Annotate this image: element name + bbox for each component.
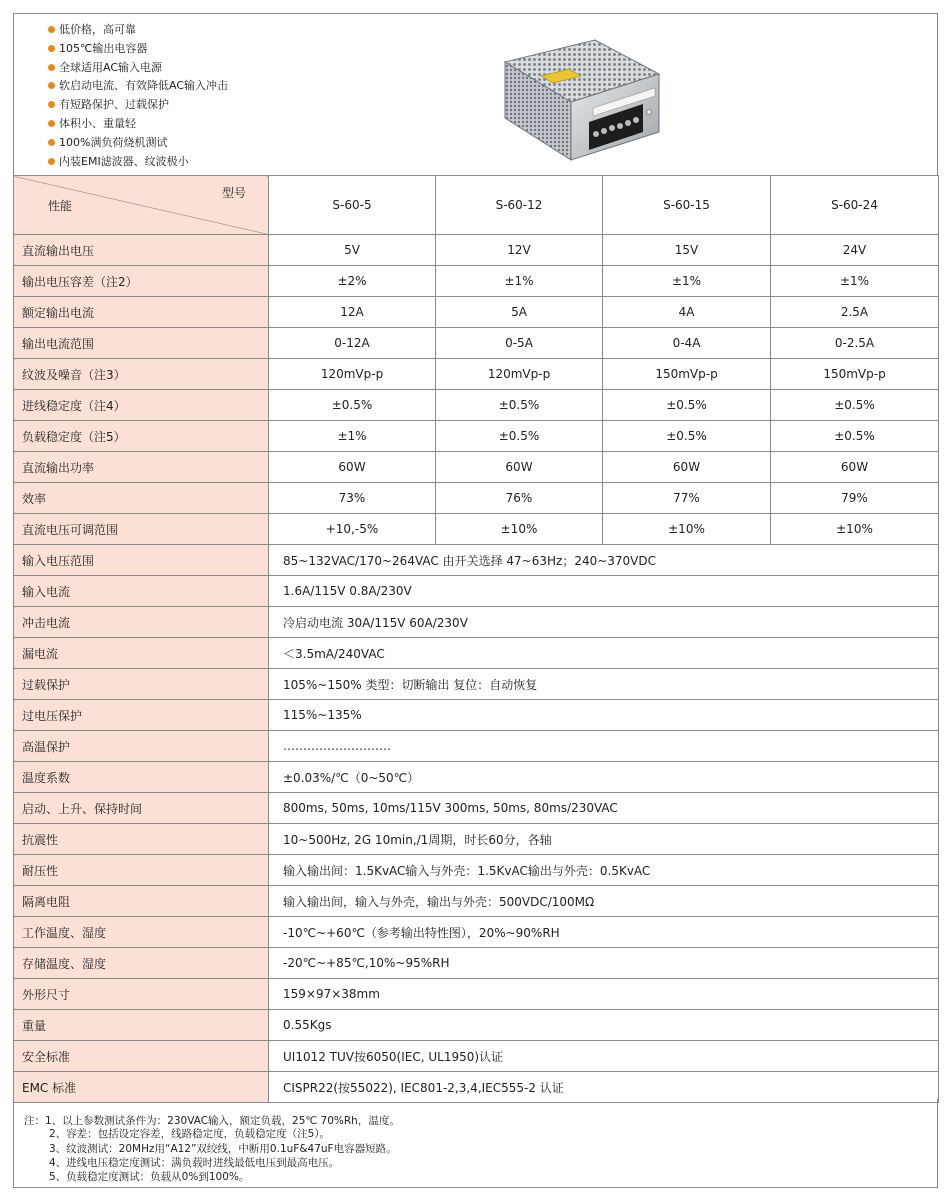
- cell-value: 0-5A: [436, 328, 603, 359]
- table-row: [14, 948, 939, 979]
- cell-value: ±1%: [269, 421, 436, 452]
- cell-value: ＜3.5mA/240VAC: [269, 638, 939, 669]
- note-line: 2、容差：包括设定容差，线路稳定度，负载稳定度（注5）。: [49, 1128, 331, 1140]
- row-label: 冲击电流: [14, 607, 269, 638]
- cell-value: ±0.5%: [269, 390, 436, 421]
- row-label: 高温保护: [14, 731, 269, 762]
- cell-value: 73%: [269, 483, 436, 514]
- cell-value: 150mVp-p: [771, 359, 939, 390]
- cell-value: 79%: [771, 483, 939, 514]
- row-label: 直流输出电压: [14, 235, 269, 266]
- row-label: 漏电流: [14, 638, 269, 669]
- model-header-label: 型号: [221, 186, 246, 200]
- table-row: [14, 576, 939, 607]
- table-row: [14, 483, 939, 514]
- notes-section: [13, 1099, 938, 1188]
- row-label: 直流输出功率: [14, 452, 269, 483]
- cell-value: 10~500Hz, 2G 10min,/1周期，时长60分，各轴: [269, 824, 939, 855]
- feature-item: [48, 59, 228, 78]
- cell-value: -10℃~+60℃（参考输出特性图），20%~90%RH: [269, 917, 939, 948]
- cell-value: 0.55Kgs: [269, 1010, 939, 1041]
- cell-value: ±0.5%: [771, 421, 939, 452]
- feature-list: [48, 21, 228, 171]
- cell-value: -20℃~+85℃,10%~95%RH: [269, 948, 939, 979]
- row-label: 输出电流范围: [14, 328, 269, 359]
- feature-item: [48, 134, 228, 153]
- cell-value: 0-12A: [269, 328, 436, 359]
- cell-value: 60W: [269, 452, 436, 483]
- table-row: [14, 297, 939, 328]
- feature-text: 100%满负荷烧机测试: [59, 135, 168, 149]
- row-label: 输入电流: [14, 576, 269, 607]
- cell-value: 5A: [436, 297, 603, 328]
- table-row: [14, 700, 939, 731]
- cell-value: 输入输出间，输入与外壳，输出与外壳：500VDC/100MΩ: [269, 886, 939, 917]
- feature-item: [48, 77, 228, 96]
- table-row: [14, 979, 939, 1010]
- cell-value: ±0.5%: [603, 421, 771, 452]
- feature-header: [13, 13, 938, 176]
- bullet-icon: [48, 120, 55, 127]
- cell-value: 12V: [436, 235, 603, 266]
- row-label: 输入电压范围: [14, 545, 269, 576]
- spec-table: [13, 175, 939, 1103]
- cell-value: 60W: [603, 452, 771, 483]
- feature-text: 体积小、重量轻: [59, 116, 136, 130]
- cell-value: ±0.5%: [771, 390, 939, 421]
- feature-item: [48, 115, 228, 134]
- cell-value: 85~132VAC/170~264VAC 由开关选择 47~63Hz；240~370VDC: [269, 545, 939, 576]
- feature-item: [48, 96, 228, 115]
- cell-value: ±2%: [269, 266, 436, 297]
- table-row: [14, 731, 939, 762]
- table-row: [14, 1010, 939, 1041]
- cell-value: 120mVp-p: [269, 359, 436, 390]
- table-row: [14, 328, 939, 359]
- table-row: [14, 359, 939, 390]
- cell-value: 60W: [436, 452, 603, 483]
- cell-value: ±10%: [603, 514, 771, 545]
- bullet-icon: [48, 64, 55, 71]
- table-row: [14, 235, 939, 266]
- model-name: S-60-12: [436, 176, 603, 235]
- feature-text: 全球适用AC输入电源: [59, 60, 163, 74]
- table-row: [14, 669, 939, 700]
- feature-item: [48, 21, 228, 40]
- cell-value: 5V: [269, 235, 436, 266]
- table-row: [14, 824, 939, 855]
- feature-text: 有短路保护、过载保护: [59, 98, 169, 112]
- cell-value: 12A: [269, 297, 436, 328]
- cell-value: 159×97×38mm: [269, 979, 939, 1010]
- cell-value: ±0.5%: [603, 390, 771, 421]
- cell-value: +10,-5%: [269, 514, 436, 545]
- cell-value: 115%~135%: [269, 700, 939, 731]
- model-name: S-60-15: [603, 176, 771, 235]
- table-row: [14, 266, 939, 297]
- row-label: 温度系数: [14, 762, 269, 793]
- row-label: 隔离电阻: [14, 886, 269, 917]
- cell-value: ±10%: [771, 514, 939, 545]
- model-name: S-60-24: [771, 176, 939, 235]
- table-row: [14, 638, 939, 669]
- model-name: S-60-5: [269, 176, 436, 235]
- table-row: [14, 421, 939, 452]
- table-row: [14, 1041, 939, 1072]
- cell-value: UI1012 TUV按6050(IEC, UL1950)认证: [269, 1041, 939, 1072]
- row-label: 额定输出电流: [14, 297, 269, 328]
- feature-text: 低价格，高可靠: [59, 23, 136, 36]
- table-row: [14, 917, 939, 948]
- cell-value: 4A: [603, 297, 771, 328]
- row-label: 进线稳定度（注4）: [14, 390, 269, 421]
- row-label: 纹波及噪音（注3）: [14, 359, 269, 390]
- cell-value: 0-2.5A: [771, 328, 939, 359]
- bullet-icon: [48, 101, 55, 108]
- feature-item: [48, 40, 228, 59]
- cell-value: ±1%: [771, 266, 939, 297]
- cell-value: 0-4A: [603, 328, 771, 359]
- row-label: 过载保护: [14, 669, 269, 700]
- cell-value: 120mVp-p: [436, 359, 603, 390]
- cell-value: 15V: [603, 235, 771, 266]
- table-row: [14, 1072, 939, 1103]
- note-line: 4、进线电压稳定度测试：满负载时进线最低电压到最高电压。: [49, 1157, 340, 1169]
- cell-value: CISPR22(按55022), IEC801-2,3,4,IEC555-2 认证: [269, 1072, 939, 1103]
- row-label: 耐压性: [14, 855, 269, 886]
- note-line: 注：1、以上参数测试条件为：230VAC输入，额定负载，25℃ 70%Rh，温度。: [24, 1115, 400, 1127]
- table-row: [14, 452, 939, 483]
- feature-text: 105℃输出电容器: [59, 41, 148, 55]
- cell-value: ±0.5%: [436, 390, 603, 421]
- note-line: 3、纹波测试：20MHz用“A12”双绞线，中断用0.1uF&47uF电容器短路。: [49, 1143, 397, 1155]
- bullet-icon: [48, 158, 55, 165]
- table-row: [14, 855, 939, 886]
- table-row: [14, 793, 939, 824]
- bullet-icon: [48, 26, 55, 33]
- row-label: 抗震性: [14, 824, 269, 855]
- row-label: 存储温度、湿度: [14, 948, 269, 979]
- cell-value: 输入输出间：1.5KvAC输入与外壳：1.5KvAC输出与外壳：0.5KvAC: [269, 855, 939, 886]
- bullet-icon: [48, 139, 55, 146]
- table-row: [14, 762, 939, 793]
- table-row: [14, 390, 939, 421]
- feature-item: [48, 153, 228, 172]
- table-row: [14, 886, 939, 917]
- feature-text: 软启动电流、有效降低AC输入冲击: [59, 79, 229, 93]
- row-label: 重量: [14, 1010, 269, 1041]
- header-corner-cell: [14, 176, 269, 235]
- cell-value: 24V: [771, 235, 939, 266]
- table-row: [14, 514, 939, 545]
- cell-value: ………………………: [269, 731, 939, 762]
- power-supply-photo: [497, 32, 665, 172]
- cell-value: 60W: [771, 452, 939, 483]
- cell-value: 2.5A: [771, 297, 939, 328]
- row-label: 负载稳定度（注5）: [14, 421, 269, 452]
- row-label: 启动、上升、保持时间: [14, 793, 269, 824]
- row-label: 安全标准: [14, 1041, 269, 1072]
- note-line: 5、负载稳定度测试：负载从0%到100%。: [49, 1171, 250, 1183]
- cell-value: 150mVp-p: [603, 359, 771, 390]
- row-label: 工作温度、湿度: [14, 917, 269, 948]
- spec-sheet: [13, 13, 938, 1188]
- table-row: [14, 545, 939, 576]
- cell-value: 76%: [436, 483, 603, 514]
- cell-value: ±0.03%/℃（0~50℃）: [269, 762, 939, 793]
- cell-value: ±1%: [603, 266, 771, 297]
- cell-value: ±10%: [436, 514, 603, 545]
- row-label: EMC 标准: [14, 1072, 269, 1103]
- bullet-icon: [48, 82, 55, 89]
- table-row: [14, 607, 939, 638]
- feature-text: 内装EMI滤波器、纹波极小: [59, 154, 189, 168]
- row-label: 输出电压容差（注2）: [14, 266, 269, 297]
- row-label: 效率: [14, 483, 269, 514]
- row-label: 外形尺寸: [14, 979, 269, 1010]
- perf-header-label: 性能: [48, 199, 73, 213]
- table-header-row: [14, 176, 939, 235]
- row-label: 过电压保护: [14, 700, 269, 731]
- cell-value: ±0.5%: [436, 421, 603, 452]
- bullet-icon: [48, 45, 55, 52]
- cell-value: 冷启动电流 30A/115V 60A/230V: [269, 607, 939, 638]
- cell-value: 1.6A/115V 0.8A/230V: [269, 576, 939, 607]
- cell-value: 77%: [603, 483, 771, 514]
- row-label: 直流电压可调范围: [14, 514, 269, 545]
- cell-value: ±1%: [436, 266, 603, 297]
- cell-value: 105%~150% 类型：切断输出 复位：自动恢复: [269, 669, 939, 700]
- cell-value: 800ms, 50ms, 10ms/115V 300ms, 50ms, 80ms/230VAC: [269, 793, 939, 824]
